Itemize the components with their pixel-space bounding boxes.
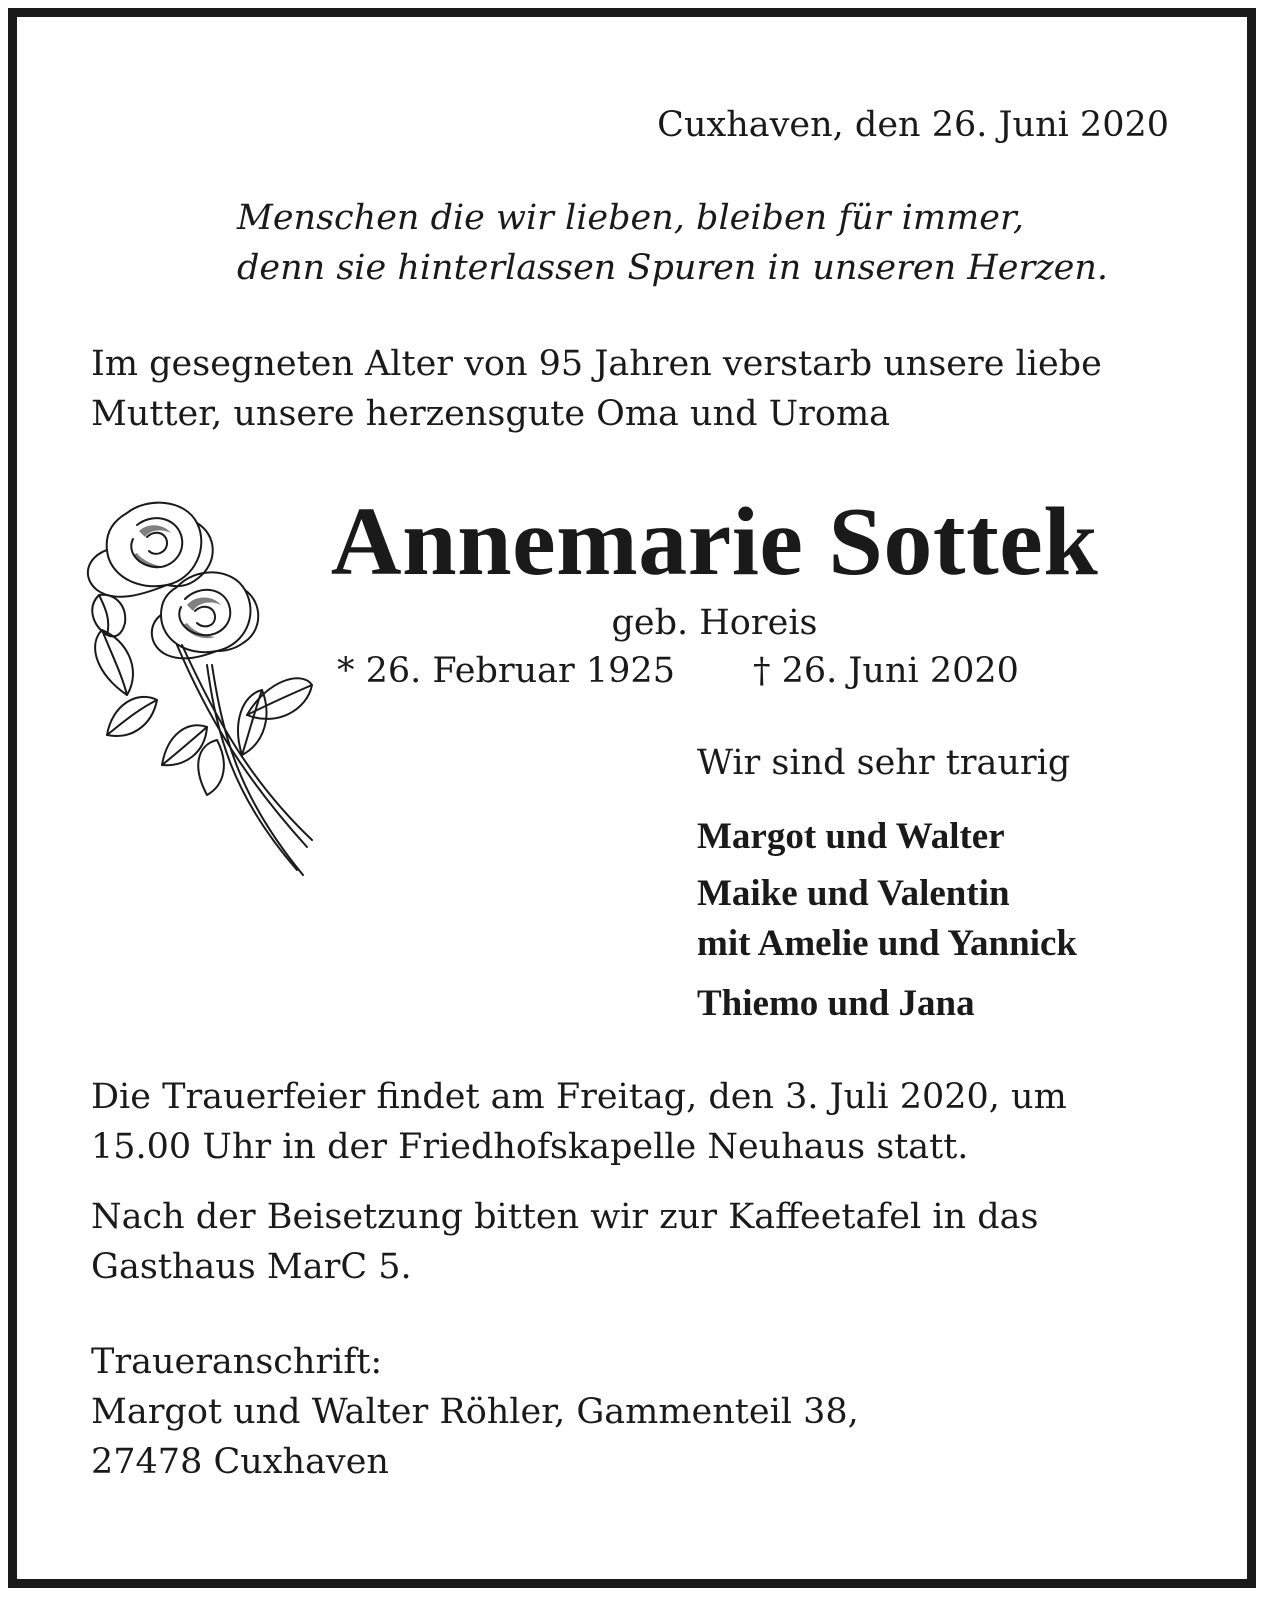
deceased-name: Annemarie Sottek [330, 488, 1099, 596]
funeral-info [91, 1072, 1176, 1172]
obituary-notice [8, 8, 1256, 1588]
address-line-2: 27478 Cuxhaven [91, 1442, 389, 1482]
funeral-line-2: 15.00 Uhr in der Friedhofskapelle Neuhaus statt. [91, 1127, 969, 1167]
intro-line-1: Im gesegneten Alter von 95 Jahren verstarb unsere liebe [91, 344, 1102, 384]
birth-date: * 26. Februar 1925 [337, 651, 675, 691]
mourner-family-2-children: mit Amelie und Yannick [697, 923, 1077, 964]
mourning-address [91, 1337, 859, 1487]
announcement-intro [91, 339, 1176, 439]
quote-line-2: denn sie hinterlassen Spuren in unseren Herzen. [237, 248, 1109, 288]
maiden-name: geb. Horeis [611, 603, 818, 643]
life-dates [337, 647, 1019, 695]
reception-info [91, 1192, 1176, 1292]
reception-line-2: Gasthaus MarC 5. [91, 1247, 412, 1287]
memorial-quote [237, 193, 1108, 293]
mourner-family-3: Thiemo und Jana [697, 983, 975, 1024]
mourner-family-1: Margot und Walter [697, 816, 1005, 857]
reception-line-1: Nach der Beisetzung bitten wir zur Kaffeetafel in das [91, 1197, 1039, 1237]
address-line-1: Margot und Walter Röhler, Gammenteil 38, [91, 1392, 859, 1432]
mourner-family-2: Maike und Valentin [697, 873, 1010, 914]
funeral-line-1: Die Trauerfeier findet am Freitag, den 3. Juli 2020, um [91, 1077, 1067, 1117]
mourners-intro: Wir sind sehr traurig [697, 743, 1071, 783]
death-date: † 26. Juni 2020 [752, 651, 1019, 691]
quote-line-1: Menschen die wir lieben, bleiben für immer, [237, 198, 1024, 238]
intro-line-2: Mutter, unsere herzensgute Oma und Uroma [91, 394, 891, 434]
address-label: Traueranschrift: [91, 1342, 383, 1382]
place-date: Cuxhaven, den 26. Juni 2020 [657, 105, 1169, 145]
